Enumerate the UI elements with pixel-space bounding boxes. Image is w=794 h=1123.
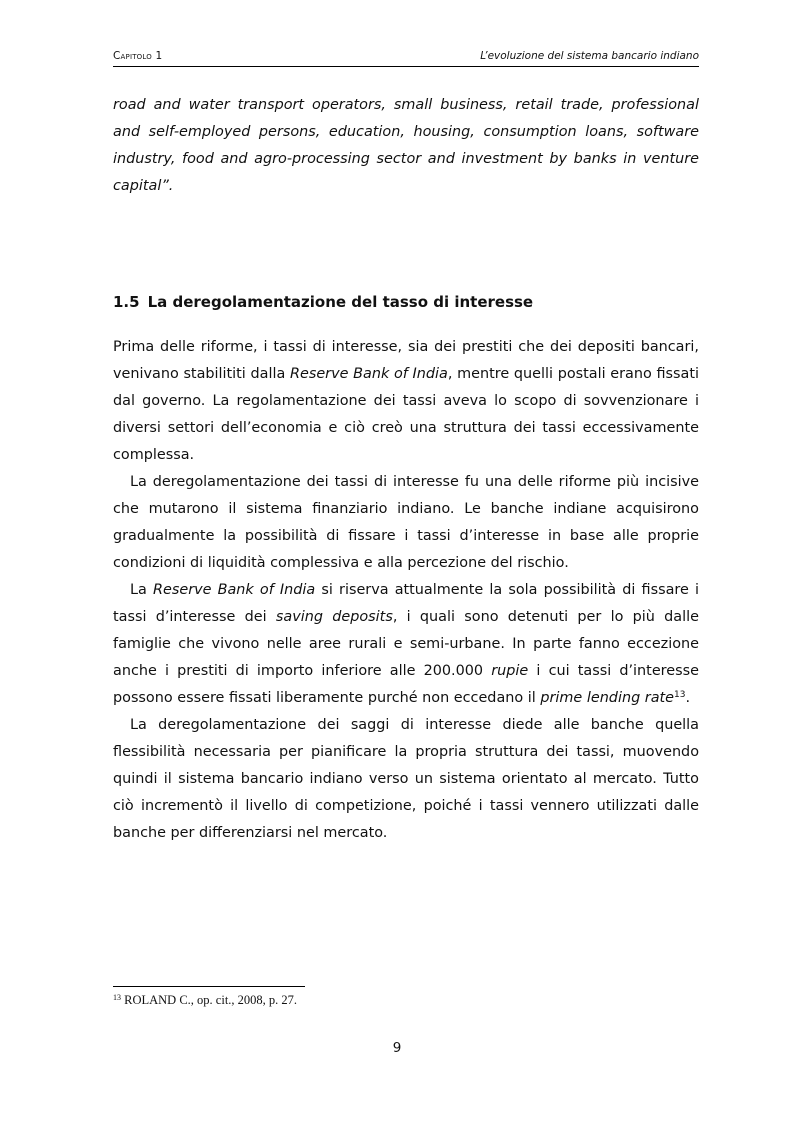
- emphasis: Reserve Bank of India: [289, 366, 448, 382]
- paragraph-3: [113, 577, 699, 712]
- text-run: , mentre quelli postali erano fissati dal governo. La regolamentazione dei tassi aveva lo scopo di sovvenzionare i diversi settori dell’economia e ciò creò una struttura dei tassi eccessivamente complessa.: [113, 366, 699, 463]
- emphasis: Reserve Bank of India: [152, 582, 316, 598]
- page-body: [113, 92, 699, 847]
- chapter-label: Capitolo 1: [113, 50, 163, 62]
- chapter-title: L’evoluzione del sistema bancario indiano: [480, 50, 699, 62]
- quote-continuation: road and water transport operators, small business, retail trade, professional and self-employed persons, education, housing, consumption loans, software industry, food and agro-processing sector and investment by banks in venture capital”.: [113, 97, 699, 194]
- footnote: [113, 993, 297, 1008]
- text-run: La: [130, 582, 153, 598]
- section-title: La deregolamentazione del tasso di interesse: [147, 293, 534, 311]
- text-run: i cui tassi d’interesse possono essere fissati liberamente purché non eccedano il: [113, 663, 699, 706]
- footnote-divider: [113, 986, 305, 987]
- running-header: [113, 48, 699, 67]
- paragraph-4: La deregolamentazione dei saggi di interesse diede alle banche quella flessibilità necessaria per pianificare la propria struttura dei tassi, muovendo quindi il sistema bancario indiano verso un sistema orientato al mercato. Tutto ciò incrementò il livello di competizione, poiché i tassi vennero utilizzati dalle banche per differenziarsi nel mercato.: [113, 717, 699, 841]
- emphasis: rupie: [491, 663, 529, 679]
- text-run: si riserva attualmente la sola possibilità di fissare i tassi d’interesse dei: [113, 582, 699, 625]
- text-run: , i quali sono detenuti per lo più dalle famiglie che vivono nelle aree rurali e semi-urbane. In parte fanno eccezione anche i prestiti di importo inferiore alle 200.000: [113, 609, 699, 679]
- text-run: Prima delle riforme, i tassi di interesse, sia dei prestiti che dei depositi bancari, venivano stabilititi dalla: [113, 339, 699, 382]
- footnote-reference[interactable]: 13: [674, 690, 686, 700]
- paragraph-2: La deregolamentazione dei tassi di interesse fu una delle riforme più incisive che mutarono il sistema finanziario indiano. Le banche indiane acquisirono gradualmente la possibilità di fissare i tassi d’interesse in base alle proprie condizioni di liquidità complessiva e alla percezione del rischio.: [113, 474, 699, 571]
- footnote-mark: 13: [113, 993, 121, 1002]
- emphasis: prime lending rate: [540, 690, 675, 706]
- page-number: 9: [392, 1040, 402, 1056]
- emphasis: saving deposits: [275, 609, 393, 625]
- text-run: .: [685, 690, 691, 706]
- section-heading: [113, 289, 699, 316]
- section-number: 1.5: [113, 293, 140, 311]
- paragraph-1: [113, 334, 699, 469]
- footnote-text: ROLAND C., op. cit., 2008, p. 27.: [121, 993, 298, 1007]
